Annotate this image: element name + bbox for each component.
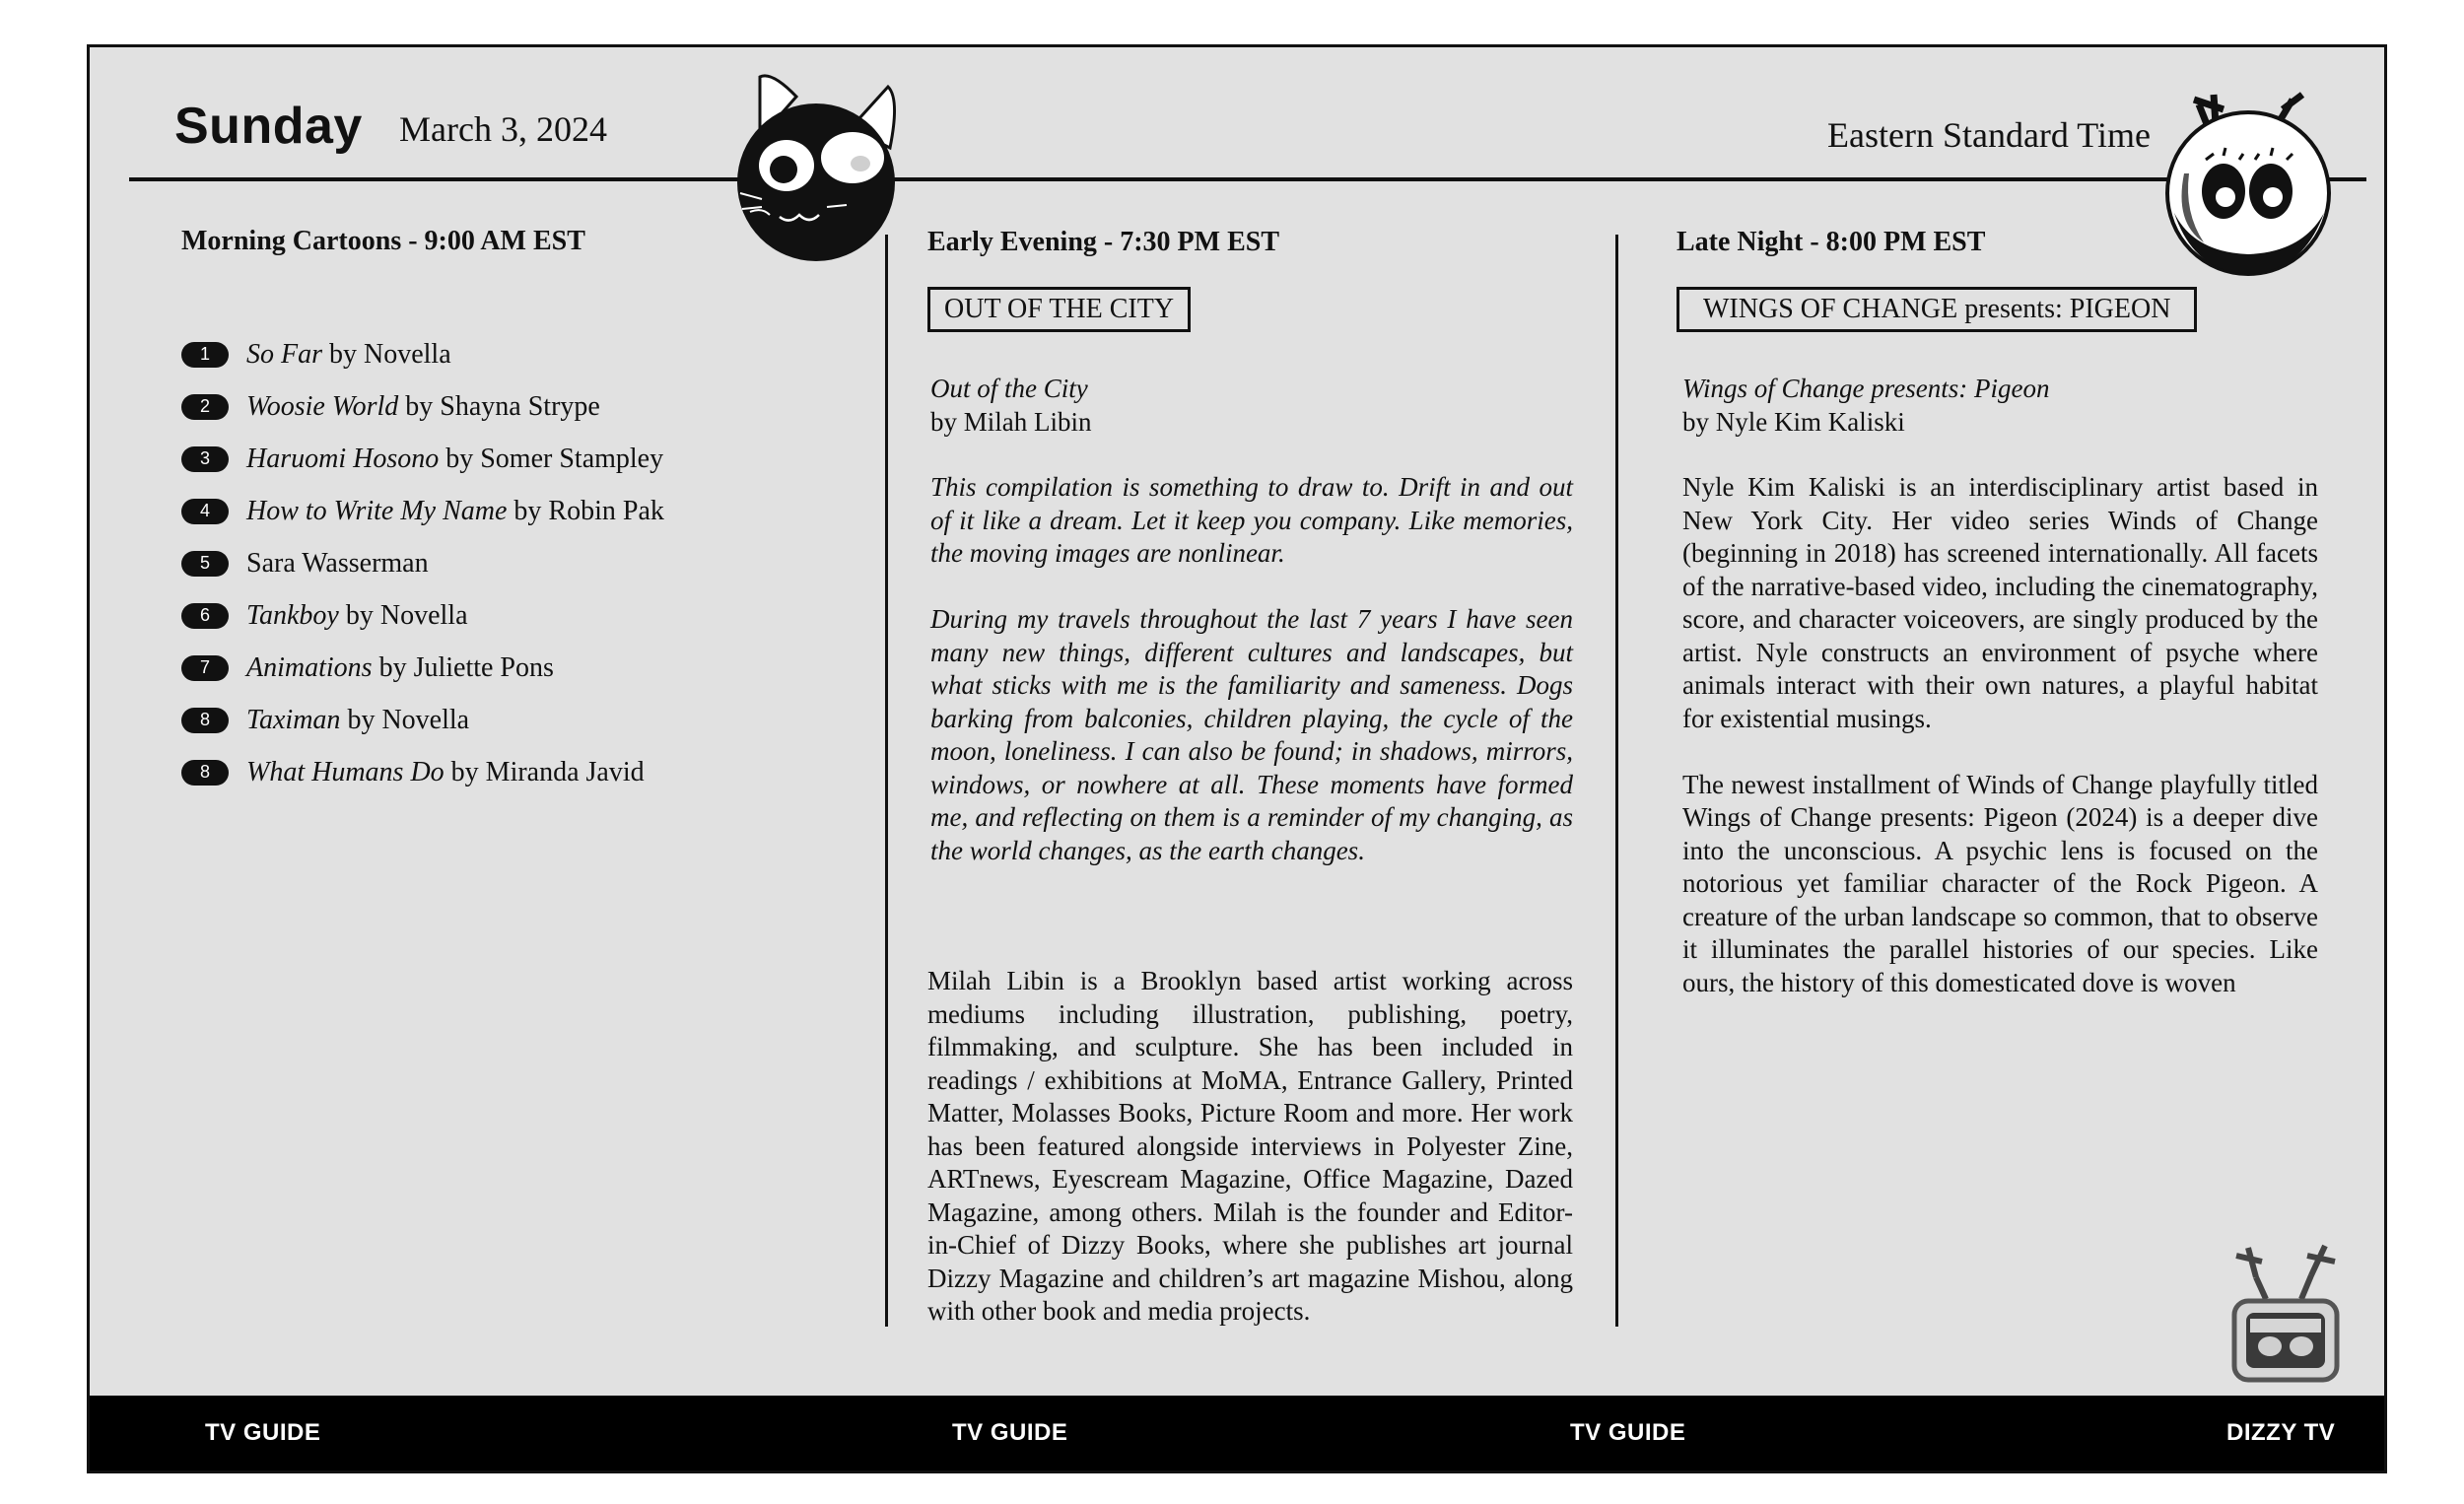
late-work-heading bbox=[1682, 373, 2333, 439]
evening-column-title: Early Evening - 7:30 PM EST bbox=[927, 227, 1280, 257]
list-item[interactable] bbox=[181, 537, 664, 589]
timezone-label: Eastern Standard Time bbox=[1827, 115, 2151, 155]
list-item[interactable] bbox=[181, 694, 664, 746]
header-divider bbox=[129, 177, 2366, 181]
tv-guide-page bbox=[87, 44, 2387, 1473]
date-label: March 3, 2024 bbox=[399, 109, 607, 149]
evening-statement-paragraph: This compilation is something to draw to. Drift in and out of it like a dream. Let it keep you company. Like memories, the moving images are nonlinear. bbox=[930, 472, 1573, 568]
column-divider-2 bbox=[1615, 235, 1618, 1327]
late-program-box: WINGS OF CHANGE presents: PIGEON bbox=[1677, 287, 2197, 332]
episode-number-badge: 3 bbox=[181, 446, 229, 472]
list-item[interactable] bbox=[181, 328, 664, 380]
creature-mascot-icon bbox=[2155, 75, 2342, 287]
list-item[interactable] bbox=[181, 380, 664, 433]
episode-author: Sara Wasserman bbox=[246, 547, 429, 579]
evening-program-box: OUT OF THE CITY bbox=[927, 287, 1191, 332]
episode-author: by Juliette Pons bbox=[372, 651, 554, 683]
episode-title: What Humans Do bbox=[246, 756, 445, 787]
list-item[interactable] bbox=[181, 589, 664, 642]
episode-title: How to Write My Name bbox=[246, 495, 508, 526]
episode-title: Taximan bbox=[246, 704, 341, 735]
evening-bio-paragraph: Milah Libin is a Brooklyn based artist working across mediums including illustration, publishing, poetry, filmmaking, and sculpture. She has been included in readings / exhibitions at MoMA, Entrance Gallery, Printed Matter, Molasses Books, Picture Room and more. Her work has been featured alongside interviews in Polyester Zine, ARTnews, Eyescream Magazine, Office Magazine, Dazed Magazine, among others. Milah is the founder and Editor-in-Chief of Dizzy Books, where she publishes art journal Dizzy Magazine and children’s art magazine Mishou, along with other book and media projects. bbox=[927, 966, 1573, 1326]
late-description bbox=[1682, 471, 2318, 1033]
episode-author: by Novella bbox=[322, 338, 451, 370]
episode-number-badge: 1 bbox=[181, 342, 229, 368]
episode-title: So Far bbox=[246, 338, 322, 370]
evening-byline: by Milah Libin bbox=[930, 406, 1092, 437]
footer-bar bbox=[90, 1396, 2384, 1470]
footer-tv-guide-label: TV GUIDE bbox=[1570, 1419, 1686, 1446]
evening-statement bbox=[930, 471, 1573, 901]
episode-title: Haruomi Hosono bbox=[246, 443, 440, 474]
evening-work-title: Out of the City bbox=[930, 374, 1088, 403]
evening-bio bbox=[927, 965, 1573, 1361]
episode-title: Animations bbox=[246, 651, 373, 683]
late-paragraph: Nyle Kim Kaliski is an interdisciplinary artist based in New York City. Her video series Winds of Change (beginning in 2018) has screened internationally. All facets of the narrative-based video, including the cinematography, score, and character voiceovers, are singly produced by the artist. Nyle constructs an environment of psyche where animals interact with their own natures, a playful habitat for existential musings. bbox=[1682, 472, 2318, 733]
episode-author: by Shayna Strype bbox=[398, 390, 600, 422]
footer-tv-guide-label: TV GUIDE bbox=[205, 1419, 321, 1446]
episode-author: by Somer Stampley bbox=[439, 443, 664, 474]
list-item[interactable] bbox=[181, 433, 664, 485]
list-item[interactable] bbox=[181, 746, 664, 798]
episode-number-badge: 8 bbox=[181, 708, 229, 733]
evening-statement-paragraph: During my travels throughout the last 7 years I have seen many new things, different cultures and landscapes, but what sticks with me is the familiarity and sameness. Dogs barking from balconies, children playing, the cycle of the moon, loneliness. I can also be found; in shadows, mirrors, windows, or nowhere at all. These moments have formed me, and reflecting on them is a reminder of my changing, as the world changes, as the earth changes. bbox=[930, 604, 1573, 865]
episode-number-badge: 6 bbox=[181, 603, 229, 629]
list-item[interactable] bbox=[181, 485, 664, 537]
episode-title: Tankboy bbox=[246, 599, 339, 631]
late-column-title: Late Night - 8:00 PM EST bbox=[1677, 227, 1986, 257]
episode-author: by Novella bbox=[338, 599, 468, 631]
episode-author: by Miranda Javid bbox=[444, 756, 645, 787]
episode-number-badge: 8 bbox=[181, 760, 229, 786]
list-item[interactable] bbox=[181, 642, 664, 694]
footer-brand-label: DIZZY TV bbox=[2226, 1419, 2336, 1446]
episode-number-badge: 2 bbox=[181, 394, 229, 420]
episode-number-badge: 5 bbox=[181, 551, 229, 577]
episode-number-badge: 4 bbox=[181, 499, 229, 524]
episode-author: by Novella bbox=[340, 704, 470, 735]
column-divider-1 bbox=[885, 235, 888, 1327]
late-byline: by Nyle Kim Kaliski bbox=[1682, 406, 1905, 437]
late-paragraph: The newest installment of Winds of Change playfully titled Wings of Change presents: Pigeon (2024) is a deeper dive into the unconscious. A psychic lens is focused on the notorious yet familiar character of the Rock Pigeon. A creature of the urban landscape so common, that to observe it illuminates the parallel histories of our species. Like ours, the history of this domesticated dove is woven bbox=[1682, 769, 2318, 997]
tv-mascot-icon bbox=[2209, 1238, 2357, 1396]
late-work-title: Wings of Change presents: Pigeon bbox=[1682, 374, 2050, 403]
episode-author: by Robin Pak bbox=[507, 495, 664, 526]
evening-work-heading bbox=[930, 373, 1581, 439]
day-heading: Sunday bbox=[174, 98, 363, 155]
episode-title: Woosie World bbox=[246, 390, 399, 422]
footer-tv-guide-label: TV GUIDE bbox=[952, 1419, 1068, 1446]
episode-number-badge: 7 bbox=[181, 655, 229, 681]
morning-lineup bbox=[181, 328, 664, 798]
morning-column-title: Morning Cartoons - 9:00 AM EST bbox=[181, 226, 585, 256]
